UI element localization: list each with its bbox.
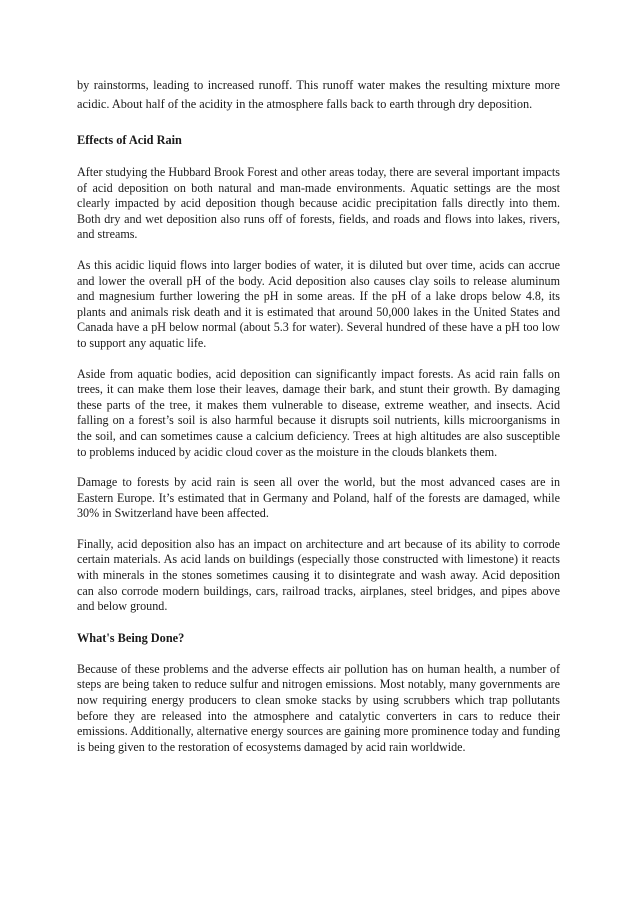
intro-paragraph: by rainstorms, leading to increased runoff. This runoff water makes the resulting mixture more acidic. About half of the acidity in the atmosphere falls back to earth through dry deposition. bbox=[77, 78, 560, 111]
paragraph-effects-2: As this acidic liquid flows into larger bodies of water, it is diluted but over time, acids can accrue and lower the overall pH of the body. Acid deposition also causes clay soils to release aluminum and magnesium further lowering the pH in some areas. If the pH of a lake drops below 4.8, its plants and animals risk death and it is estimated that around 50,000 lakes in the United States and Canada have a pH below normal (about 5.3 for water). Several hundred of these have a pH too low to support any aquatic life. bbox=[77, 257, 560, 350]
paragraph-effects-1: After studying the Hubbard Brook Forest and other areas today, there are several important impacts of acid deposition on both natural and man-made environments. Aquatic settings are the most clearly impacted by acid deposition though because acidic precipitation falls directly into them. Both dry and wet deposition also runs off of forests, fields, and roads and flows into lakes, rivers, and streams. bbox=[77, 165, 560, 242]
paragraph-done-1: Because of these problems and the adverse effects air pollution has on human health, a number of steps are being taken to reduce sulfur and nitrogen emissions. Most notably, many governments are now requiring energy producers to clean smoke stacks by using scrubbers which trap pollutants before they are released into the atmosphere and catalytic converters in cars to reduce their emissions. Additionally, alternative energy sources are gaining more prominence today and funding is being given to the restoration of ecosystems damaged by acid rain worldwide. bbox=[77, 661, 560, 754]
section-heading-effects: Effects of Acid Rain bbox=[77, 133, 182, 147]
document-page bbox=[77, 76, 560, 755]
paragraph-effects-3: Aside from aquatic bodies, acid deposition can significantly impact forests. As acid rain falls on trees, it can make them lose their leaves, damage their bark, and stunt their growth. By damaging these parts of the tree, it makes them vulnerable to disease, extreme weather, and insects. Acid falling on a forest’s soil is also harmful because it disrupts soil nutrients, kills microorganisms in the soil, and can sometimes cause a calcium deficiency. Trees at high altitudes are also susceptible to problems induced by acidic cloud cover as the moisture in the clouds blankets them. bbox=[77, 366, 560, 459]
paragraph-effects-4: Damage to forests by acid rain is seen all over the world, but the most advanced cases are in Eastern Europe. It’s estimated that in Germany and Poland, half of the forests are damaged, while 30% in Switzerland have been affected. bbox=[77, 475, 560, 521]
section-heading-whats-being-done: What's Being Done? bbox=[77, 630, 185, 645]
paragraph-effects-5: Finally, acid deposition also has an impact on architecture and art because of its ability to corrode certain materials. As acid lands on buildings (especially those constructed with limestone) it reacts with minerals in the stones sometimes causing it to disintegrate and wash away. Acid deposition can also corrode modern buildings, cars, railroad tracks, airplanes, steel bridges, and pipes above and below ground. bbox=[77, 536, 560, 614]
